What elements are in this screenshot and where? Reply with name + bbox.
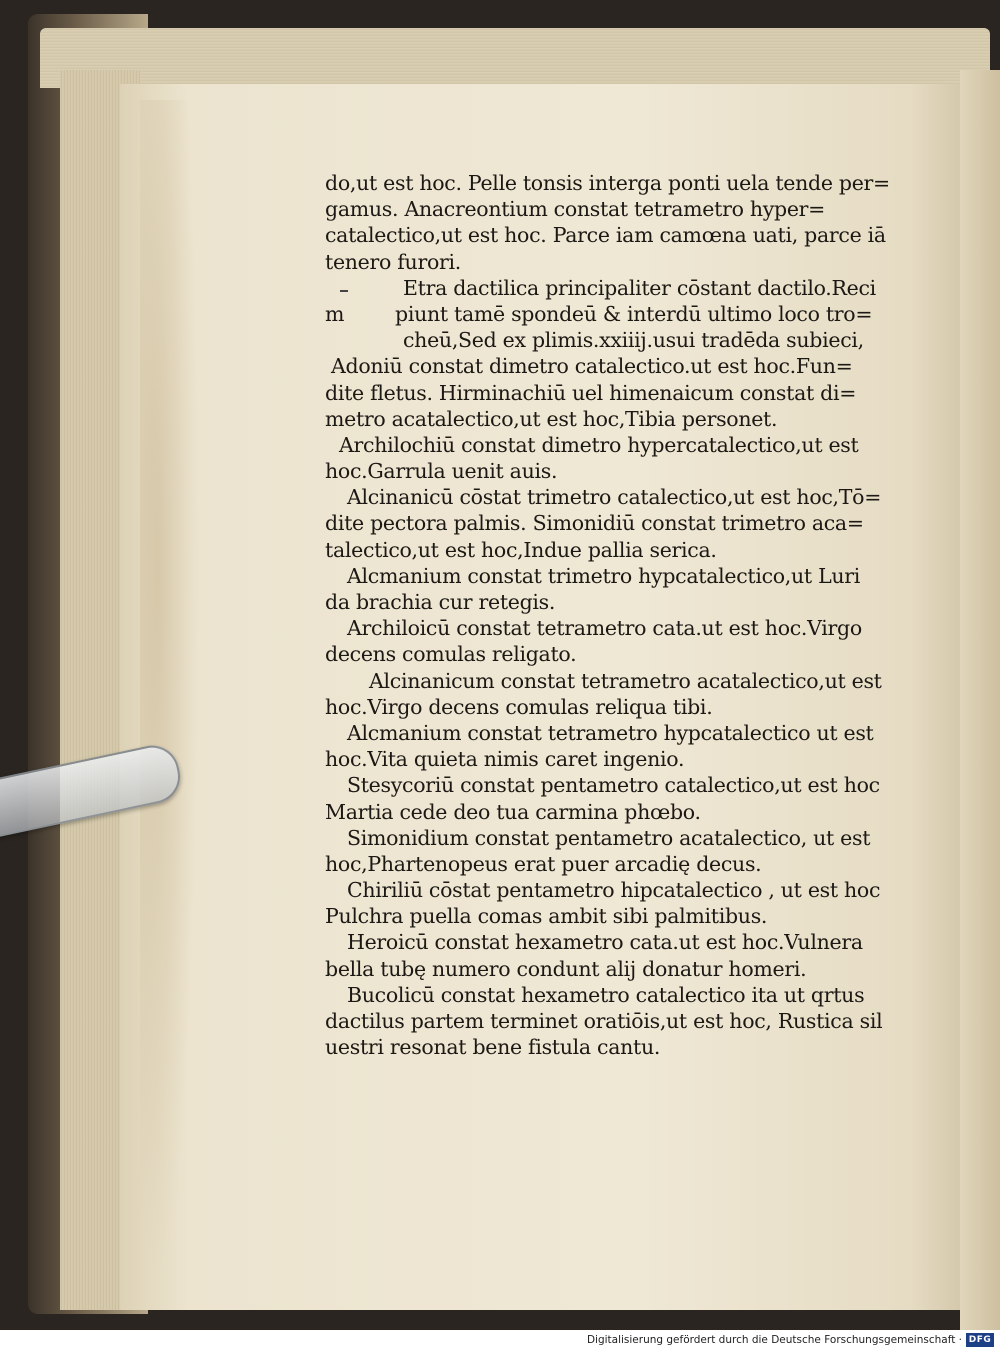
text-line: Archilochiū constat dimetro hypercatalectico,ut est	[339, 432, 859, 457]
text-line: decens comulas religato.	[325, 642, 577, 667]
text-line: hoc,Phartenopeus erat puer arcadię decus.	[325, 851, 762, 876]
text-line: Archiloicū constat tetrametro cata.ut est hoc.Virgo	[347, 616, 862, 641]
funding-credit: Digitalisierung gefördert durch die Deutsche Forschungsgemeinschaft ·	[586, 1334, 962, 1346]
page-stack-top	[40, 28, 990, 88]
text-line: Alcmanium constat trimetro hypcatalectico,ut Luri	[347, 563, 861, 588]
text-line: Martia cede deo tua carmina phœbo.	[325, 799, 701, 824]
text-line: metro acatalectico,ut est hoc,Tibia personet.	[325, 406, 778, 431]
footer-bar	[0, 1330, 1000, 1350]
text-line: Alcinanicū cōstat trimetro catalectico,ut est hoc,Tō=	[347, 485, 882, 510]
text-line: cheū,Sed ex plimis.xxiiij.usui tradēda subieci,	[403, 328, 864, 353]
margin-mark	[340, 290, 348, 292]
text-line: tenero furori.	[325, 249, 461, 274]
text-line: Pulchra puella comas ambit sibi palmitibus.	[325, 904, 768, 929]
text-line: Bucolicū constat hexametro catalectico ita ut qrtus	[347, 982, 865, 1007]
page-text	[325, 170, 915, 1060]
text-line: talectico,ut est hoc,Indue pallia serica.	[325, 537, 717, 562]
text-line: gamus. Anacreontium constat tetrametro hyper=	[325, 197, 826, 222]
text-line: Simonidium constat pentametro acatalectico, ut est	[347, 825, 871, 850]
text-line: dite pectora palmis. Simonidiū constat trimetro aca=	[325, 511, 864, 536]
text-line: Adoniū constat dimetro catalectico.ut est hoc.Fun=	[331, 354, 853, 379]
text-line: Heroicū constat hexametro cata.ut est hoc.Vulnera	[347, 930, 863, 955]
text-line: dite fletus. Hirminachiū uel himenaicum constat di=	[325, 380, 857, 405]
text-line: Chiriliū cōstat pentametro hipcatalectico , ut est hoc	[347, 878, 881, 903]
text-line: da brachia cur retegis.	[325, 590, 556, 614]
text-line: Stesycoriū constat pentametro catalectico,ut est hoc	[347, 773, 880, 798]
text-line: uestri resonat bene fistula cantu.	[325, 1035, 661, 1060]
page-stain	[140, 100, 200, 1280]
text-line: catalectico,ut est hoc. Parce iam camœna uati, parce iā	[325, 223, 886, 248]
text-line: Alcmanium constat tetrametro hypcatalectico ut est	[347, 720, 874, 745]
text-line: bella tubę numero condunt alij donatur homeri.	[325, 956, 807, 981]
text-line-with-initial	[325, 301, 915, 327]
text-line: piunt tamē spondeū & interdū ultimo loco tro=	[395, 301, 873, 326]
text-line: Alcinanicum constat tetrametro acatalectico,ut est	[369, 668, 882, 693]
text-line: Etra dactilica principaliter cōstant dactilo.Reci	[403, 275, 876, 300]
text-line: hoc.Virgo decens comulas reliqua tibi.	[325, 694, 713, 719]
text-line: do,ut est hoc. Pelle tonsis interga ponti uela tende per=	[325, 171, 890, 195]
dfg-logo: DFG	[966, 1333, 994, 1347]
text-line: hoc.Vita quieta nimis caret ingenio.	[325, 747, 685, 772]
initial-letter: m	[325, 301, 345, 326]
facing-page-edge	[960, 70, 1000, 1330]
text-line: hoc.Garrula uenit auis.	[325, 459, 558, 484]
text-line: dactilus partem terminet oratiōis,ut est hoc, Rustica sil	[325, 1009, 883, 1033]
